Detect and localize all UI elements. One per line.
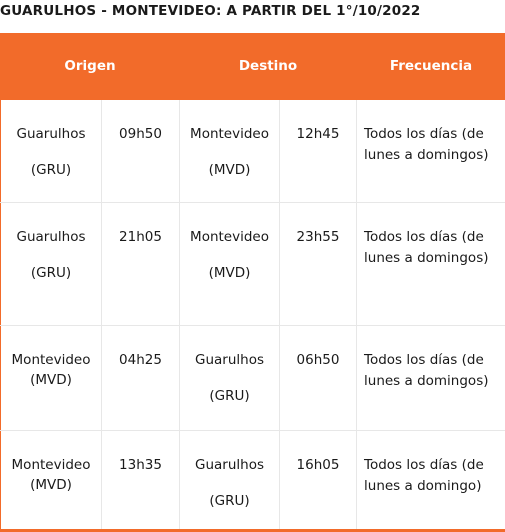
frequency-cell [357,203,505,326]
table-row [1,100,505,203]
table-row [1,431,505,532]
origin-city: Guarulhos [16,126,86,142]
origin-code: (GRU) [30,265,72,281]
destination-cell [180,100,280,203]
arrival-cell [280,326,357,431]
origin-city: Guarulhos [16,229,86,245]
header-origin: Origen [1,33,180,100]
origin-cell [1,431,102,532]
destination-cell [180,431,280,532]
origin-city: Montevideo [11,352,91,368]
arrival-cell [280,431,357,532]
arrival-cell [280,100,357,203]
departure-cell [102,100,180,203]
frequency-cell [357,326,505,431]
frequency-text: Todos los días (de lunes a domingos) [364,229,489,266]
origin-cell [1,326,102,431]
arrival-time: 12h45 [296,126,340,142]
arrival-time: 16h05 [296,457,340,473]
frequency-text: Todos los días (de lunes a domingo) [364,457,484,494]
table-row [1,203,505,326]
header-frequency: Frecuencia [357,33,505,100]
origin-city: Montevideo [11,457,91,473]
table-header-row [1,33,505,100]
destination-city: Montevideo [190,229,269,245]
page-title: GUARULHOS - MONTEVIDEO: A PARTIR DEL 1°/10/2022 [0,3,421,19]
departure-cell [102,203,180,326]
arrival-time: 06h50 [296,352,340,368]
destination-code: (MVD) [208,162,251,178]
destination-code: (MVD) [208,265,251,281]
origin-code: (GRU) [30,162,72,178]
departure-time: 13h35 [119,457,162,473]
frequency-text: Todos los días (de lunes a domingos) [364,352,489,389]
departure-cell [102,326,180,431]
header-destination: Destino [180,33,357,100]
arrival-time: 23h55 [296,229,340,245]
departure-cell [102,431,180,532]
destination-code: (GRU) [209,388,250,404]
origin-code: (MVD) [30,477,72,493]
departure-time: 04h25 [119,352,162,368]
destination-code: (GRU) [209,493,250,509]
destination-city: Guarulhos [195,457,265,473]
destination-cell [180,326,280,431]
frequency-cell [357,431,505,532]
table-row [1,326,505,431]
origin-cell [1,203,102,326]
destination-city: Guarulhos [195,352,265,368]
origin-cell [1,100,102,203]
origin-code: (MVD) [30,372,72,388]
arrival-cell [280,203,357,326]
destination-cell [180,203,280,326]
departure-time: 21h05 [119,229,162,245]
departure-time: 09h50 [119,126,162,142]
frequency-cell [357,100,505,203]
flight-schedule-table [0,33,505,532]
frequency-text: Todos los días (de lunes a domingos) [364,126,489,163]
destination-city: Montevideo [190,126,269,142]
